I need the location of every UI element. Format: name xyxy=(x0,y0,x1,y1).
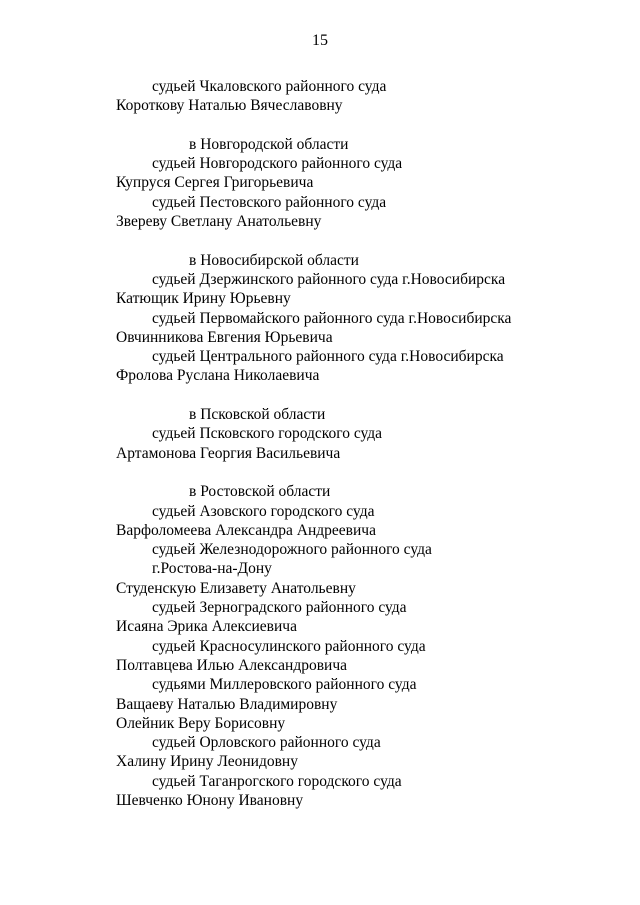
paragraph-spacer xyxy=(116,116,616,135)
judge-name: Полтавцева Илью Александровича xyxy=(116,656,348,674)
region-heading: в Ростовской области xyxy=(189,483,331,501)
judge-name: Ващаеву Наталью Владимировну xyxy=(116,695,338,713)
court-appointment-line: судьей Псковского городского суда xyxy=(152,425,383,443)
court-appointment-line: судьей Орловского районного суда xyxy=(152,734,381,752)
judge-name: Шевченко Юнону Ивановну xyxy=(116,791,304,809)
court-appointment-line: судьей Железнодорожного районного суда xyxy=(152,541,432,559)
court-appointment-line: судьей Центрального районного суда г.Новосибирска xyxy=(152,348,504,366)
court-appointment-line: г.Ростова-на-Дону xyxy=(152,560,272,578)
court-appointment-line: судьей Зерноградского районного суда xyxy=(152,599,407,617)
judge-name: Овчинникова Евгения Юрьевича xyxy=(116,328,333,346)
region-heading: в Новосибирской области xyxy=(189,251,359,269)
judge-name: Фролова Руслана Николаевича xyxy=(116,367,320,385)
paragraph-spacer xyxy=(116,231,616,250)
page-number: 15 xyxy=(312,32,328,49)
region-heading: в Новгородской области xyxy=(189,135,349,153)
judge-name: Студенскую Елизавету Анатольевну xyxy=(116,579,356,597)
document-body xyxy=(116,77,616,810)
court-appointment-line: судьей Красносулинского районного суда xyxy=(152,637,426,655)
judge-name: Звереву Светлану Анатольевну xyxy=(116,213,322,231)
judge-name: Олейник Веру Борисовну xyxy=(116,714,286,732)
judge-name: Катющик Ирину Юрьевну xyxy=(116,290,291,308)
judge-name: Варфоломеева Александра Андреевича xyxy=(116,521,376,539)
paragraph-spacer xyxy=(116,463,616,482)
court-appointment-line: судьей Новгородского районного суда xyxy=(152,155,403,173)
judge-name: Купруся Сергея Григорьевича xyxy=(116,174,314,192)
court-appointment-line: судьей Чкаловского районного суда xyxy=(152,78,387,95)
judge-name: Халину Ирину Леонидовну xyxy=(116,753,298,771)
paragraph-spacer xyxy=(116,386,616,405)
court-appointment-line: судьей Пестовского районного суда xyxy=(152,193,387,211)
court-appointment-line: судьями Миллеровского районного суда xyxy=(152,676,417,694)
judge-name: Артамонова Георгия Васильевича xyxy=(116,444,341,462)
judge-name: Короткову Наталью Вячеславовну xyxy=(116,97,343,115)
court-appointment-line: судьей Первомайского районного суда г.Новосибирска xyxy=(152,309,512,327)
region-heading: в Псковской области xyxy=(189,406,326,424)
court-appointment-line: судьей Азовского городского суда xyxy=(152,502,375,520)
court-appointment-line: судьей Таганрогского городского суда xyxy=(152,772,402,790)
judge-name: Исаяна Эрика Алексиевича xyxy=(116,618,297,636)
court-appointment-line: судьей Дзержинского районного суда г.Новосибирска xyxy=(152,270,506,288)
